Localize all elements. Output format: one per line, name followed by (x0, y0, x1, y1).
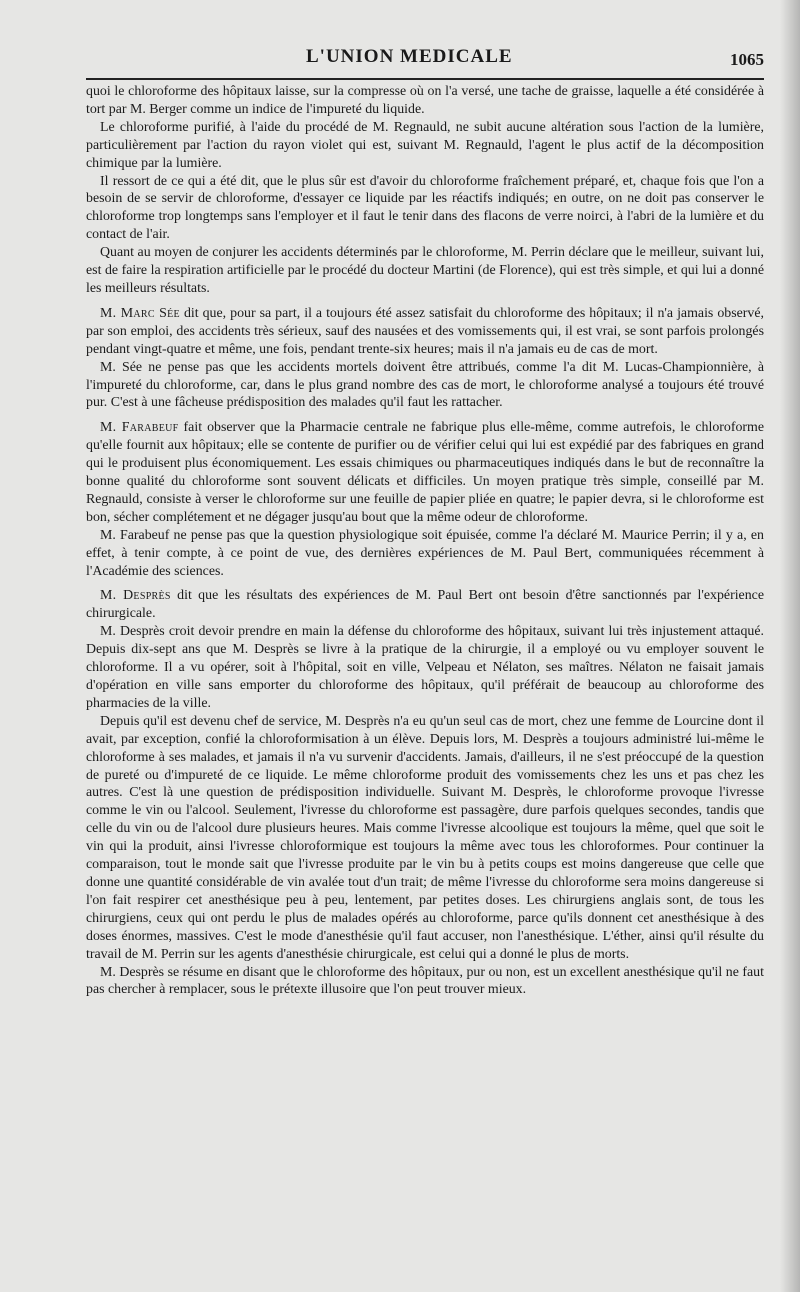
paragraph: Le chloroforme purifié, à l'aide du procédé de M. Regnauld, ne subit aucune altération sous l'action de la lumière, particulièrement par l'action du rayon violet qui est, suivant M. Regnauld, l'agent le plus actif de la décomposition chimique par la lumière. (86, 119, 764, 171)
paragraph-speaker-see (86, 305, 764, 359)
paragraph: M. Farabeuf ne pense pas que la question physiologique soit épuisée, comme l'a déclaré M. Maurice Perrin; il y a, en effet, à tenir compte, à ce point de vue, des dernières expériences de M. Paul Bert, communiquées récemment à l'Académie des sciences. (86, 527, 764, 579)
speaker-name: M. Farabeuf (100, 420, 179, 436)
paragraph: quoi le chloroforme des hôpitaux laisse, sur la compresse où on l'a versé, une tache de graisse, laquelle a été considérée à tort par M. Berger comme un indice de l'impureté du liquide. (86, 84, 764, 117)
page-header (86, 38, 764, 72)
speaker-name: M. Marc Sée (100, 305, 180, 321)
paragraph: Il ressort de ce qui a été dit, que le plus sûr est d'avoir du chloroforme fraîchement préparé, et, chaque fois que l'on a besoin de se servir de chloroforme, d'essayer ce liquide par les réactifs indiqués; en outre, on ne doit pas conserver le chloroforme trop longtemps sans l'employer et il faut le tenir dans des flacons de verre noirci, à l'abri de la lumière et du contact de l'air. (86, 173, 764, 243)
paragraph-text: fait observer que la Pharmacie centrale ne fabrique plus elle-même, comme autrefois, le chloroforme qu'elle fournit aux hôpitaux; elle se contente de purifier ou de vérifier celui qui lui est expédié par des fabriques en grand qui le produisent plus économiquement. Les essais chimiques ou pharmaceutiques indiqués dans le but de reconnaître la bonne qualité du chloroforme sont souvent délicats et difficiles. Un moyen pratique très simple, conseillé par M. Regnauld, consiste à verser le chloroforme sur une feuille de papier pliée en quatre; le papier devra, si le chloroforme est bon, sécher complétement et ne dégager jusqu'au bout que la même odeur de chloroforme. (86, 420, 764, 525)
paragraph-text: dit que, pour sa part, il a toujours été assez satisfait du chloroforme des hôpitaux; il n'a jamais observé, par son emploi, des accidents très sérieux, sauf des nausées et des vomissements qui, il est vrai, se sont parfois prolongés pendant vingt-quatre et même, une fois, pendant trente-six heures; mais il n'a jamais eu de cas de mort. (86, 305, 764, 357)
paragraph: M. Desprès croit devoir prendre en main la défense du chloroforme des hôpitaux, suivant lui très injustement attaqué. Depuis dix-sept ans que M. Desprès se livre à la pratique de la chirurgie, il a employé ou vu employer souvent le chloroforme. Il a vu opérer, soit à l'hôpital, soit en ville, Velpeau et Nélaton, ses maîtres. Nélaton ne faisait jamais d'opération en ville sans emporter du chloroforme des hôpitaux, qu'il préférait de beaucoup au chloroforme des pharmacies de la ville. (86, 624, 764, 711)
paragraph: Depuis qu'il est devenu chef de service, M. Desprès n'a eu qu'un seul cas de mort, chez une femme de Lourcine dont il avait, par exception, confié la chloroformisation à un élève. Depuis lors, M. Desprès a toujours administré lui-même le chloroforme à ses malades, et jamais il n'a vu survenir d'accidents. Jamais, d'ailleurs, il ne s'est préoccupé de la question de pureté ou d'impureté de ce liquide. Le même chloroforme produit des vomissements chez les uns et pas chez les autres. C'est là une question de prédisposition individuelle. Suivant M. Desprès, le chloroforme provoque l'ivresse comme le vin ou l'alcool. Seulement, l'ivresse du chloroforme est passagère, dure parfois quelques secondes, tandis que celle du vin ou de l'alcool dure plusieurs heures. Mais comme l'ivresse alcoolique est toujours la même, quel que soit le vin qui la produit, ainsi l'ivresse chloroformique est toujours la même avec tous les chloroformes. Pour continuer la comparaison, tout le monde sait que l'ivresse produite par le vin bu à petits coups est moins dangereuse que celle que donne une quantité considérable de vin avalée tout d'un trait; de même l'ivresse du chloroforme sera moins dangereuse si l'on fait respirer cet anesthésique peu à peu, lentement, par petites doses. Les chirurgiens anglais sont, de tous les chirurgiens, ceux qui ont perdu le plus de malades opérés au chloroforme, parce qu'ils donnent cet anesthésique à des doses énormes, massives. C'est le mode d'anesthésie qu'il faut accuser, non l'anesthésique. L'éther, ainsi qu'il résulte du travail de M. Perrin sur les agents d'anesthésie chirurgicale, est celui qui a donné le plus de morts. (86, 713, 764, 962)
paragraph: Quant au moyen de conjurer les accidents déterminés par le chloroforme, M. Perrin déclare que le meilleur, suivant lui, est de faire la respiration artificielle par le procédé du docteur Martini (de Florence), qui est très simple, et qui lui a donné les meilleurs résultats. (86, 245, 764, 296)
page-number: 1065 (730, 50, 764, 69)
running-title: L'UNION MEDICALE (306, 46, 513, 67)
speaker-name: M. Desprès (100, 588, 171, 604)
header-rule (86, 78, 764, 80)
paragraph: M. Desprès se résume en disant que le chloroforme des hôpitaux, pur ou non, est un excellent anesthésique qu'il ne faut pas chercher à remplacer, sous le prétexte illusoire que l'on peut trouver mieux. (86, 964, 764, 998)
article-body (86, 83, 764, 999)
page-edge-shadow (780, 0, 800, 1292)
paragraph: M. Sée ne pense pas que les accidents mortels doivent être attribués, comme l'a dit M. Lucas-Championnière, à l'impureté du chloroforme, car, dans le plus grand nombre des cas de mort, le chloroforme analysé a toujours été trouvé pur. C'est à une fâcheuse prédisposition des malades qu'il faut les rattacher. (86, 359, 764, 411)
paragraph-speaker-despres (86, 587, 764, 623)
paragraph-text: dit que les résultats des expériences de M. Paul Bert ont besoin d'être sanctionnés par l'expérience chirurgicale. (86, 588, 764, 622)
paragraph-speaker-farabeuf (86, 419, 764, 526)
